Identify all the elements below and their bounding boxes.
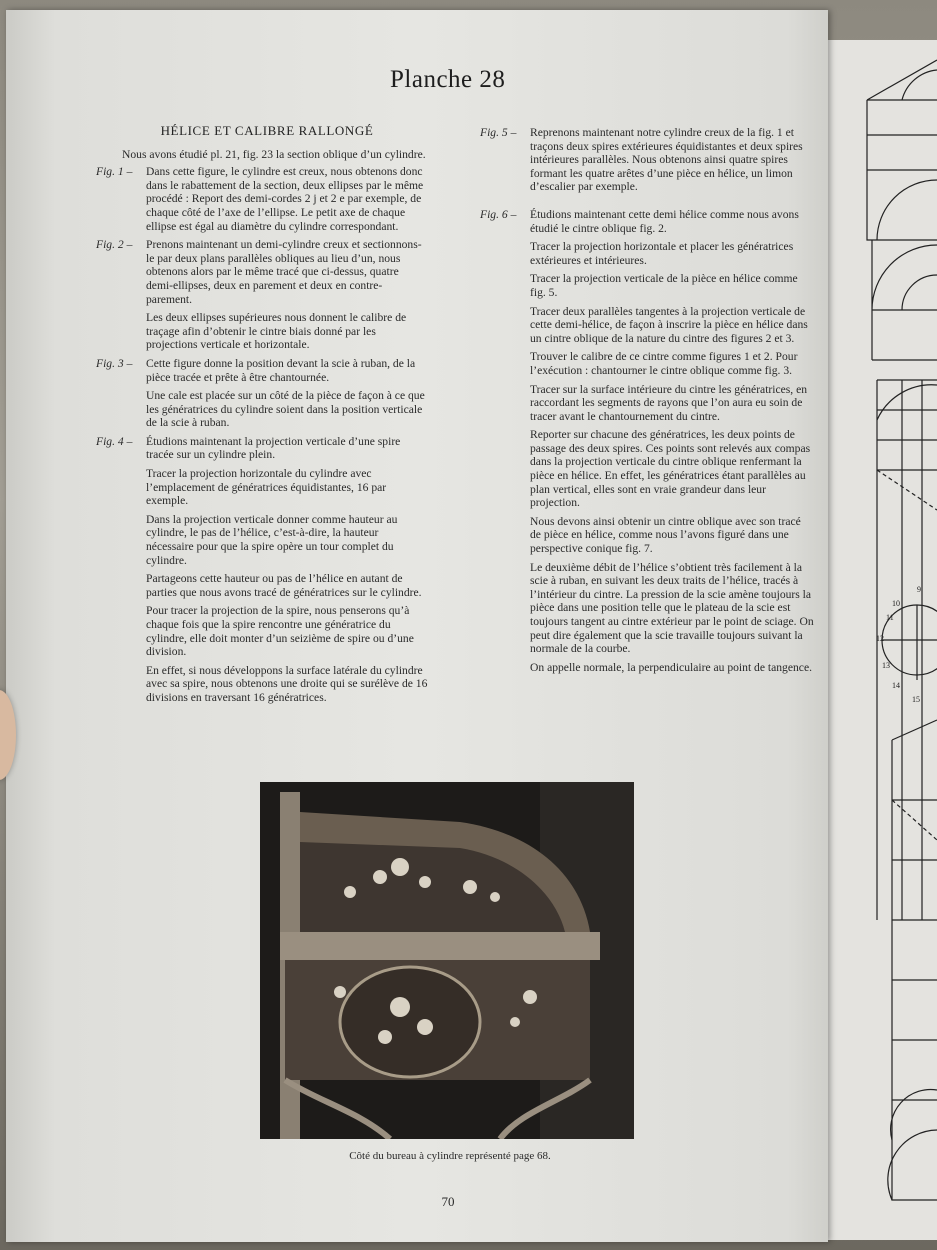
section-heading: HÉLICE ET CALIBRE RALLONGÉ xyxy=(160,123,374,138)
fig-label: Fig. 2 – xyxy=(96,238,133,252)
paragraph: Tracer sur la surface intérieure du cintre les génératrices, en raccordant les segments de rayons que l’on aura eu soin de tracer avant le chantournement du cintre. xyxy=(530,382,808,423)
fig-text: Étudions maintenant la projection verticale d’une spire tracée sur un cylindre plein. xyxy=(146,434,401,462)
page-number: 70 xyxy=(441,1194,455,1209)
paragraph: Une cale est placée sur un côté de la pièce de façon à ce que les génératrices du cylindre soient dans la position verticale de la scie à ruban. xyxy=(146,389,425,430)
fig5-block xyxy=(480,126,814,194)
drawing-number: 14 xyxy=(892,681,900,690)
technical-drawing xyxy=(862,40,937,1250)
fig-label: Fig. 5 – xyxy=(480,126,517,139)
roll-top-desk-image xyxy=(260,782,634,1139)
fig6-block xyxy=(480,208,814,235)
fig4-block xyxy=(96,435,428,462)
fig-text: Dans cette figure, le cylindre est creux, nous obtenons donc dans le rabattement de la section, deux ellipses par le même procédé : Report des demi-cordes 2 j et 2 e par exemple, de chaque côté de l’axe de l’ellipse. Le petit axe de chaque ellipse est égal au diamètre du cylindre correspondant. xyxy=(146,165,424,233)
paragraph: Reporter sur chacune des génératrices, les deux points de passage des deux spires. Ces points sont relevés aux compas dans la projection verticale du cintre oblique renfermant la pièce en hélice. En effet, les génératrices étant parallèles au plan vertical, elles sont en vraie grandeur dans leur projection. xyxy=(530,428,811,510)
drawing-number: 11 xyxy=(886,613,894,622)
paragraph: Trouver le calibre de ce cintre comme figures 1 et 2. Pour l’exécution : chantourner le cintre oblique comme fig. 3. xyxy=(530,350,798,377)
fig-text: Prenons maintenant un demi-cylindre creux et sectionnons-le par deux plans parallèles obliques au lieu d’un, nous obtenons alors par le même tracé que ci-dessus, quatre demi-ellipses, deux en parement et deux en contre-parement. xyxy=(146,238,422,306)
paragraph: Les deux ellipses supérieures nous donnent le calibre de traçage afin d’obtenir le cintre biais donné par les projections verticale et horizontale. xyxy=(146,311,407,352)
fig-label: Fig. 6 – xyxy=(480,207,517,221)
fig3-block xyxy=(96,357,428,384)
fig-label: Fig. 3 – xyxy=(96,356,133,370)
photo-caption: Côté du bureau à cylindre représenté page 68. xyxy=(349,1150,551,1162)
page-title: Planche 28 xyxy=(390,66,506,93)
fig2-block xyxy=(96,238,428,306)
paragraph: Tracer la projection verticale de la pièce en hélice comme fig. 5. xyxy=(530,272,798,299)
intro-paragraph: Nous avons étudié pl. 21, fig. 23 la section oblique d’un cylindre. xyxy=(122,147,426,161)
drawing-number: 12 xyxy=(876,634,884,643)
paragraph: On appelle normale, la perpendiculaire au point de tangence. xyxy=(530,660,812,674)
paragraph: Le deuxième débit de l’hélice s’obtient très facilement à la scie à ruban, en suivant les deux traits de l’hélice, tracés à l’intérieur du cintre. La pression de la scie amène toujours la pièce dans une position telle que le plateau de la scie est toujours tangent au cintre extérieur par le point de sciage. On peut dire également que la scie travaille toujours suivant la normale de la courbe. xyxy=(530,560,814,656)
paragraph: Partageons cette hauteur ou pas de l’hélice en autant de parties que nous avons tracé de génératrices sur le cylindre. xyxy=(146,572,422,599)
paragraph: Tracer la projection horizontale du cylindre avec l’emplacement de génératrices équidistantes, 16 par exemple. xyxy=(146,467,387,508)
fig-label: Fig. 1 – xyxy=(96,165,133,179)
fig-text: Étudions maintenant cette demi hélice comme nous avons étudié le cintre oblique fig. 2. xyxy=(530,207,799,235)
fig-label: Fig. 4 – xyxy=(96,434,133,448)
paragraph: Tracer deux parallèles tangentes à la projection verticale de cette demi-hélice, de façon à inscrire la pièce en hélice dans un cintre oblique de la nature du cintre des figures 2 et 3. xyxy=(530,304,808,345)
drawing-number: 10 xyxy=(892,599,900,608)
drawing-number: 9 xyxy=(917,585,921,594)
paragraph: Tracer la projection horizontale et placer les génératrices extérieures et intérieures. xyxy=(530,240,794,267)
paragraph: Nous devons ainsi obtenir un cintre oblique avec son tracé de pièce en hélice, comme nous l’avons figuré dans une perspective conique fig. 7. xyxy=(530,514,801,556)
right-column xyxy=(480,126,814,679)
fig-text: Cette figure donne la position devant la scie à ruban, de la pièce tracée et prête à être chantournée. xyxy=(146,356,416,384)
fig-text: Reprenons maintenant notre cylindre creux de la fig. 1 et traçons deux spires extérieures équidistantes et deux spires intérieures parallèles. Nous obtenons ainsi quatre spires formant les quatre arêtes d’une pièce en hélice, un limon d’escalier par exemple. xyxy=(530,126,803,194)
paragraph: En effet, si nous développons la surface latérale du cylindre avec sa spire, nous obtenons une droite qui se surélève de 16 divisions en traversant 16 génératrices. xyxy=(146,663,428,704)
paragraph: Dans la projection verticale donner comme hauteur au cylindre, le pas de l’hélice, c’est-à-dire, la hauteur nécessaire pour que la spire opère un tour complet du cylindre. xyxy=(146,512,398,567)
drawing-number: 13 xyxy=(882,661,890,670)
paragraph: Pour tracer la projection de la spire, nous penserons qu’à chaque fois que la spire rencontre une génératrice du cylindre, elle doit monter d’un seizième de spire ou d’une division. xyxy=(146,604,414,659)
fig1-block xyxy=(96,165,428,233)
left-column xyxy=(96,124,428,710)
furniture-photo xyxy=(260,782,634,1139)
drawing-number: 15 xyxy=(912,695,920,704)
